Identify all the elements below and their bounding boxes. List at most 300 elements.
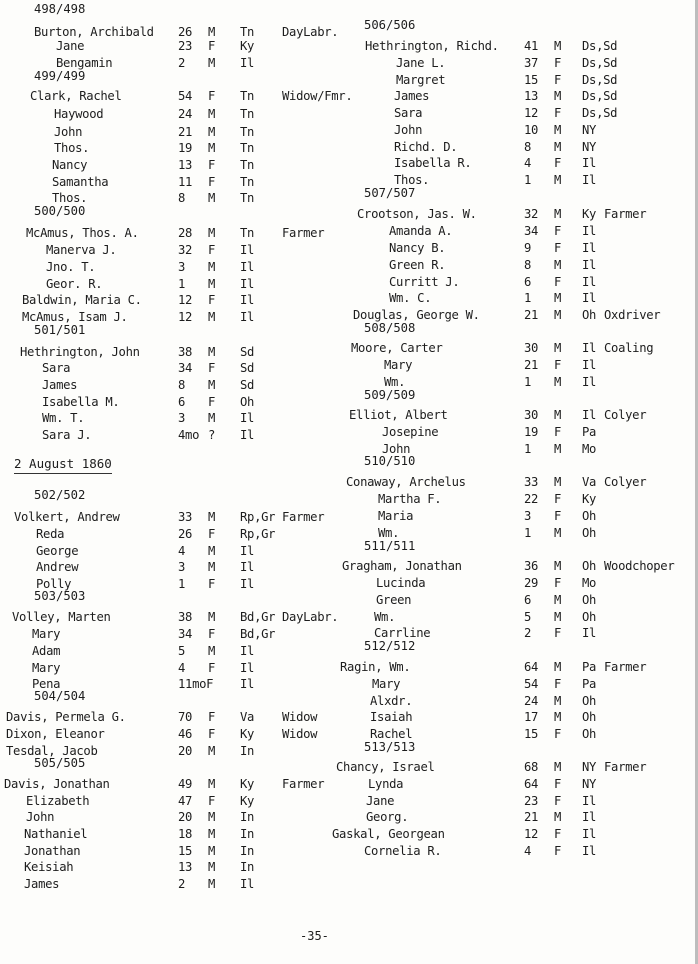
- birthplace: Il: [582, 844, 597, 858]
- person-age: 3: [178, 411, 186, 425]
- person-age: 38: [178, 345, 193, 359]
- birthplace: Il: [582, 241, 597, 255]
- person-sex: M: [554, 526, 562, 540]
- person-age: 36: [524, 559, 539, 573]
- person-sex: M: [208, 544, 216, 558]
- person-sex: F: [554, 241, 562, 255]
- person-sex: F: [208, 361, 216, 375]
- birthplace: Il: [240, 310, 255, 324]
- person-sex: M: [554, 694, 562, 708]
- person-age: 29: [524, 576, 539, 590]
- birthplace: Ds,Sd: [582, 39, 618, 53]
- person-age: 23: [524, 794, 539, 808]
- person-age: 4: [524, 156, 532, 170]
- birthplace: NY: [582, 123, 597, 137]
- occupation: Farmer: [604, 207, 647, 221]
- birthplace: In: [240, 810, 255, 824]
- person-sex: F: [208, 710, 216, 724]
- birthplace: Ky: [240, 777, 255, 791]
- birthplace: Bd,Gr: [240, 627, 276, 641]
- person-age: 1: [524, 526, 532, 540]
- person-sex: M: [554, 140, 562, 154]
- birthplace: Il: [240, 243, 255, 257]
- person-age: 64: [524, 777, 539, 791]
- person-age: 13: [178, 860, 193, 874]
- person-age: 28: [178, 226, 193, 240]
- birthplace: Il: [582, 341, 597, 355]
- occupation: Oxdriver: [604, 308, 661, 322]
- person-name: Manerva J.: [46, 243, 117, 257]
- person-name: Hethrington, Richd.: [365, 39, 499, 53]
- person-age: 5: [524, 610, 532, 624]
- person-name: Alxdr.: [370, 694, 413, 708]
- birthplace: Il: [582, 258, 597, 272]
- person-sex: M: [208, 644, 216, 658]
- person-age: 30: [524, 341, 539, 355]
- dwelling-number: 509/509: [364, 388, 416, 402]
- person-age: 37: [524, 56, 539, 70]
- person-name: Bengamin: [56, 56, 113, 70]
- person-age: 20: [178, 744, 193, 758]
- person-name: Gaskal, Georgean: [332, 827, 445, 841]
- person-sex: M: [208, 191, 216, 205]
- person-name: Burton, Archibald: [34, 25, 154, 39]
- person-sex: F: [208, 627, 216, 641]
- birthplace: Pa: [582, 677, 597, 691]
- birthplace: Tn: [240, 191, 255, 205]
- person-age: 2: [178, 877, 186, 891]
- person-sex: F: [208, 727, 216, 741]
- birthplace: Il: [240, 277, 255, 291]
- person-age: 6: [178, 395, 186, 409]
- person-name: Green: [376, 593, 412, 607]
- person-name: Jane L.: [396, 56, 446, 70]
- birthplace: Tn: [240, 89, 255, 103]
- person-sex: F: [208, 39, 216, 53]
- birthplace: Il: [240, 560, 255, 574]
- person-sex: M: [208, 610, 216, 624]
- person-sex: F: [208, 794, 216, 808]
- person-sex: M: [208, 141, 216, 155]
- person-sex: F: [554, 492, 562, 506]
- birthplace: Tn: [240, 107, 255, 121]
- birthplace: Ky: [240, 727, 255, 741]
- dwelling-number: 511/511: [364, 539, 416, 553]
- person-age: 9: [524, 241, 532, 255]
- person-sex: F: [554, 727, 562, 741]
- person-age: 2: [524, 626, 532, 640]
- person-name: Gragham, Jonathan: [342, 559, 462, 573]
- person-age: 4: [178, 544, 186, 558]
- birthplace: Tn: [240, 25, 255, 39]
- person-age: 6: [524, 275, 532, 289]
- person-name: McAmus, Thos. A.: [26, 226, 139, 240]
- person-name: Lynda: [368, 777, 404, 791]
- person-name: Dixon, Eleanor: [6, 727, 105, 741]
- person-name: Chancy, Israel: [336, 760, 435, 774]
- person-age: 12: [178, 293, 193, 307]
- birthplace: Il: [240, 644, 255, 658]
- person-age: 3: [178, 560, 186, 574]
- birthplace: In: [240, 844, 255, 858]
- person-name: Pena: [32, 677, 61, 691]
- person-name: Mary: [32, 627, 61, 641]
- person-name: Wm.: [374, 610, 396, 624]
- birthplace: Va: [240, 710, 255, 724]
- birthplace: Ky: [240, 39, 255, 53]
- birthplace: Il: [582, 408, 597, 422]
- person-sex: M: [208, 226, 216, 240]
- dwelling-number: 501/501: [34, 323, 86, 337]
- person-name: Thos.: [52, 191, 88, 205]
- occupation: Colyer: [604, 408, 647, 422]
- person-age: 34: [178, 627, 193, 641]
- person-name: Tesdal, Jacob: [6, 744, 98, 758]
- person-name: George: [36, 544, 79, 558]
- dwelling-number: 513/513: [364, 740, 416, 754]
- birthplace: Il: [582, 626, 597, 640]
- person-name: Sara: [42, 361, 71, 375]
- person-name: Cornelia R.: [364, 844, 442, 858]
- occupation: Farmer: [282, 226, 325, 240]
- person-name: Clark, Rachel: [30, 89, 122, 103]
- person-sex: M: [208, 560, 216, 574]
- birthplace: Tn: [240, 226, 255, 240]
- person-sex: F: [208, 158, 216, 172]
- person-name: Conaway, Archelus: [346, 475, 466, 489]
- person-age: 41: [524, 39, 539, 53]
- birthplace: Il: [582, 358, 597, 372]
- person-sex: M: [554, 442, 562, 456]
- person-name: Isaiah: [370, 710, 413, 724]
- birthplace: Tn: [240, 175, 255, 189]
- person-name: Wm.: [384, 375, 406, 389]
- person-sex: F: [554, 677, 562, 691]
- person-age: 34: [178, 361, 193, 375]
- person-name: Jane: [56, 39, 85, 53]
- person-age: 32: [524, 207, 539, 221]
- birthplace: Sd: [240, 345, 255, 359]
- person-name: Georg.: [366, 810, 409, 824]
- person-name: Ragin, Wm.: [340, 660, 411, 674]
- birthplace: Il: [582, 810, 597, 824]
- person-age: 17: [524, 710, 539, 724]
- person-age: 1: [524, 442, 532, 456]
- person-sex: M: [554, 89, 562, 103]
- person-sex: M: [554, 173, 562, 187]
- birthplace: Tn: [240, 141, 255, 155]
- birthplace: Il: [240, 877, 255, 891]
- person-age: 54: [524, 677, 539, 691]
- person-age: 24: [524, 694, 539, 708]
- birthplace: Rp,Gr: [240, 510, 276, 524]
- birthplace: Il: [240, 56, 255, 70]
- person-name: James: [42, 378, 78, 392]
- person-sex: ?: [208, 428, 216, 442]
- dwelling-number: 503/503: [34, 589, 86, 603]
- person-age: 23: [178, 39, 193, 53]
- person-sex: F: [554, 425, 562, 439]
- birthplace: Oh: [582, 710, 597, 724]
- birthplace: In: [240, 860, 255, 874]
- person-sex: F: [208, 395, 216, 409]
- person-age: 20: [178, 810, 193, 824]
- person-sex: M: [554, 341, 562, 355]
- person-name: Samantha: [52, 175, 109, 189]
- person-age: 12: [524, 827, 539, 841]
- person-age: 26: [178, 527, 193, 541]
- person-age: 8: [178, 191, 186, 205]
- birthplace: Il: [582, 224, 597, 238]
- person-name: Davis, Jonathan: [4, 777, 110, 791]
- person-sex: F: [554, 56, 562, 70]
- person-name: James: [394, 89, 430, 103]
- person-age: 12: [524, 106, 539, 120]
- birthplace: Ky: [240, 794, 255, 808]
- occupation: DayLabr.: [282, 25, 339, 39]
- birthplace: Pa: [582, 425, 597, 439]
- person-name: Nancy: [52, 158, 88, 172]
- birthplace: Oh: [582, 526, 597, 540]
- person-age: 4: [524, 844, 532, 858]
- person-age: 15: [524, 73, 539, 87]
- person-age: 1: [178, 577, 186, 591]
- person-sex: F: [554, 224, 562, 238]
- person-sex: M: [554, 610, 562, 624]
- dwelling-number: 505/505: [34, 756, 86, 770]
- occupation: DayLabr.: [282, 610, 339, 624]
- birthplace: Il: [582, 827, 597, 841]
- person-sex: M: [208, 25, 216, 39]
- person-age: 10: [524, 123, 539, 137]
- person-name: Wm. C.: [389, 291, 432, 305]
- person-sex: F: [554, 509, 562, 523]
- person-name: Reda: [36, 527, 65, 541]
- person-age: 15: [524, 727, 539, 741]
- person-sex: M: [554, 258, 562, 272]
- person-sex: F: [208, 661, 216, 675]
- person-name: Thos.: [394, 173, 430, 187]
- occupation: Farmer: [604, 660, 647, 674]
- birthplace: Oh: [582, 308, 597, 322]
- birthplace: Il: [240, 260, 255, 274]
- person-age: 21: [524, 358, 539, 372]
- person-name: Mary: [384, 358, 413, 372]
- person-age: 12: [178, 310, 193, 324]
- person-sex: F: [208, 175, 216, 189]
- birthplace: Oh: [582, 694, 597, 708]
- person-name: Haywood: [54, 107, 104, 121]
- person-sex: M: [208, 277, 216, 291]
- occupation: Farmer: [282, 510, 325, 524]
- person-name: Martha F.: [378, 492, 442, 506]
- person-age: 1: [524, 375, 532, 389]
- person-sex: M: [208, 310, 216, 324]
- person-sex: F: [554, 576, 562, 590]
- person-sex: M: [554, 475, 562, 489]
- person-age: 21: [178, 125, 193, 139]
- person-name: Moore, Carter: [351, 341, 443, 355]
- occupation: Widow: [282, 710, 318, 724]
- person-name: Davis, Permela G.: [6, 710, 126, 724]
- person-name: Jonathan: [24, 844, 81, 858]
- person-sex: F: [554, 777, 562, 791]
- birthplace: Ky: [582, 207, 597, 221]
- person-sex: M: [554, 123, 562, 137]
- person-sex: F: [554, 275, 562, 289]
- person-age: 68: [524, 760, 539, 774]
- person-age: 47: [178, 794, 193, 808]
- birthplace: Sd: [240, 378, 255, 392]
- person-age: 26: [178, 25, 193, 39]
- person-age: 24: [178, 107, 193, 121]
- person-age: 38: [178, 610, 193, 624]
- person-sex: M: [554, 408, 562, 422]
- person-name: John: [26, 810, 55, 824]
- person-name: Nathaniel: [24, 827, 88, 841]
- birthplace: Ky: [582, 492, 597, 506]
- person-sex: F: [208, 243, 216, 257]
- occupation: Colyer: [604, 475, 647, 489]
- person-sex: M: [208, 827, 216, 841]
- birthplace: In: [240, 744, 255, 758]
- person-age: 46: [178, 727, 193, 741]
- person-sex: F: [554, 626, 562, 640]
- person-name: Keisiah: [24, 860, 74, 874]
- person-name: Rachel: [370, 727, 413, 741]
- person-age: 18: [178, 827, 193, 841]
- person-name: Geor. R.: [46, 277, 103, 291]
- person-sex: M: [554, 375, 562, 389]
- birthplace: Oh: [582, 727, 597, 741]
- birthplace: Oh: [582, 593, 597, 607]
- birthplace: NY: [582, 777, 597, 791]
- person-name: Richd. D.: [394, 140, 458, 154]
- birthplace: Il: [240, 428, 255, 442]
- person-age: 11moF: [178, 677, 214, 691]
- person-sex: M: [554, 39, 562, 53]
- person-sex: M: [208, 125, 216, 139]
- person-age: 34: [524, 224, 539, 238]
- dwelling-number: 498/498: [34, 2, 86, 16]
- person-name: Isabella M.: [42, 395, 120, 409]
- person-age: 32: [178, 243, 193, 257]
- birthplace: Tn: [240, 125, 255, 139]
- person-age: 15: [178, 844, 193, 858]
- person-age: 2: [178, 56, 186, 70]
- occupation: Woodchoper: [604, 559, 675, 573]
- person-sex: M: [554, 559, 562, 573]
- person-sex: M: [208, 260, 216, 274]
- date-heading: 2 August 1860: [14, 456, 112, 474]
- person-sex: F: [554, 827, 562, 841]
- person-sex: F: [554, 844, 562, 858]
- person-name: Sara J.: [42, 428, 92, 442]
- person-age: 1: [524, 173, 532, 187]
- person-age: 1: [178, 277, 186, 291]
- person-name: Andrew: [36, 560, 79, 574]
- person-name: Lucinda: [376, 576, 426, 590]
- person-age: 8: [524, 140, 532, 154]
- birthplace: In: [240, 827, 255, 841]
- person-age: 54: [178, 89, 193, 103]
- page-number: -35-: [300, 929, 329, 943]
- person-sex: M: [208, 877, 216, 891]
- birthplace: Sd: [240, 361, 255, 375]
- person-sex: M: [208, 510, 216, 524]
- person-name: Isabella R.: [394, 156, 472, 170]
- person-age: 64: [524, 660, 539, 674]
- person-age: 13: [178, 158, 193, 172]
- person-name: Wm.: [378, 526, 400, 540]
- person-sex: M: [208, 744, 216, 758]
- person-sex: F: [208, 577, 216, 591]
- person-name: Elliot, Albert: [349, 408, 448, 422]
- person-name: Adam: [32, 644, 61, 658]
- birthplace: Va: [582, 475, 597, 489]
- birthplace: NY: [582, 760, 597, 774]
- person-name: Sara: [394, 106, 423, 120]
- birthplace: Il: [582, 275, 597, 289]
- birthplace: NY: [582, 140, 597, 154]
- person-name: Volkert, Andrew: [14, 510, 120, 524]
- occupation: Farmer: [282, 777, 325, 791]
- birthplace: Oh: [240, 395, 255, 409]
- person-age: 49: [178, 777, 193, 791]
- person-age: 21: [524, 308, 539, 322]
- person-name: Thos.: [54, 141, 90, 155]
- birthplace: Il: [240, 577, 255, 591]
- person-age: 21: [524, 810, 539, 824]
- person-sex: M: [554, 760, 562, 774]
- birthplace: Oh: [582, 610, 597, 624]
- person-age: 3: [178, 260, 186, 274]
- person-name: Green R.: [389, 258, 446, 272]
- dwelling-number: 499/499: [34, 69, 86, 83]
- birthplace: Tn: [240, 158, 255, 172]
- person-sex: M: [554, 660, 562, 674]
- person-name: Volley, Marten: [12, 610, 111, 624]
- birthplace: Ds,Sd: [582, 89, 618, 103]
- dwelling-number: 506/506: [364, 18, 416, 32]
- birthplace: Il: [582, 173, 597, 187]
- person-name: Josepine: [382, 425, 439, 439]
- person-name: Wm. T.: [42, 411, 85, 425]
- person-sex: M: [208, 56, 216, 70]
- person-sex: M: [554, 710, 562, 724]
- person-sex: M: [208, 844, 216, 858]
- person-name: John: [54, 125, 83, 139]
- dwelling-number: 508/508: [364, 321, 416, 335]
- birthplace: Il: [582, 375, 597, 389]
- person-sex: M: [208, 345, 216, 359]
- occupation: Widow/Fmr.: [282, 89, 353, 103]
- birthplace: Il: [582, 156, 597, 170]
- birthplace: Il: [240, 661, 255, 675]
- person-sex: F: [554, 358, 562, 372]
- person-age: 8: [524, 258, 532, 272]
- person-age: 5: [178, 644, 186, 658]
- person-sex: M: [554, 308, 562, 322]
- person-name: Polly: [36, 577, 72, 591]
- dwelling-number: 510/510: [364, 454, 416, 468]
- birthplace: Il: [582, 794, 597, 808]
- person-sex: F: [208, 293, 216, 307]
- person-name: Nancy B.: [389, 241, 446, 255]
- occupation: Widow: [282, 727, 318, 741]
- person-age: 33: [524, 475, 539, 489]
- person-age: 11: [178, 175, 193, 189]
